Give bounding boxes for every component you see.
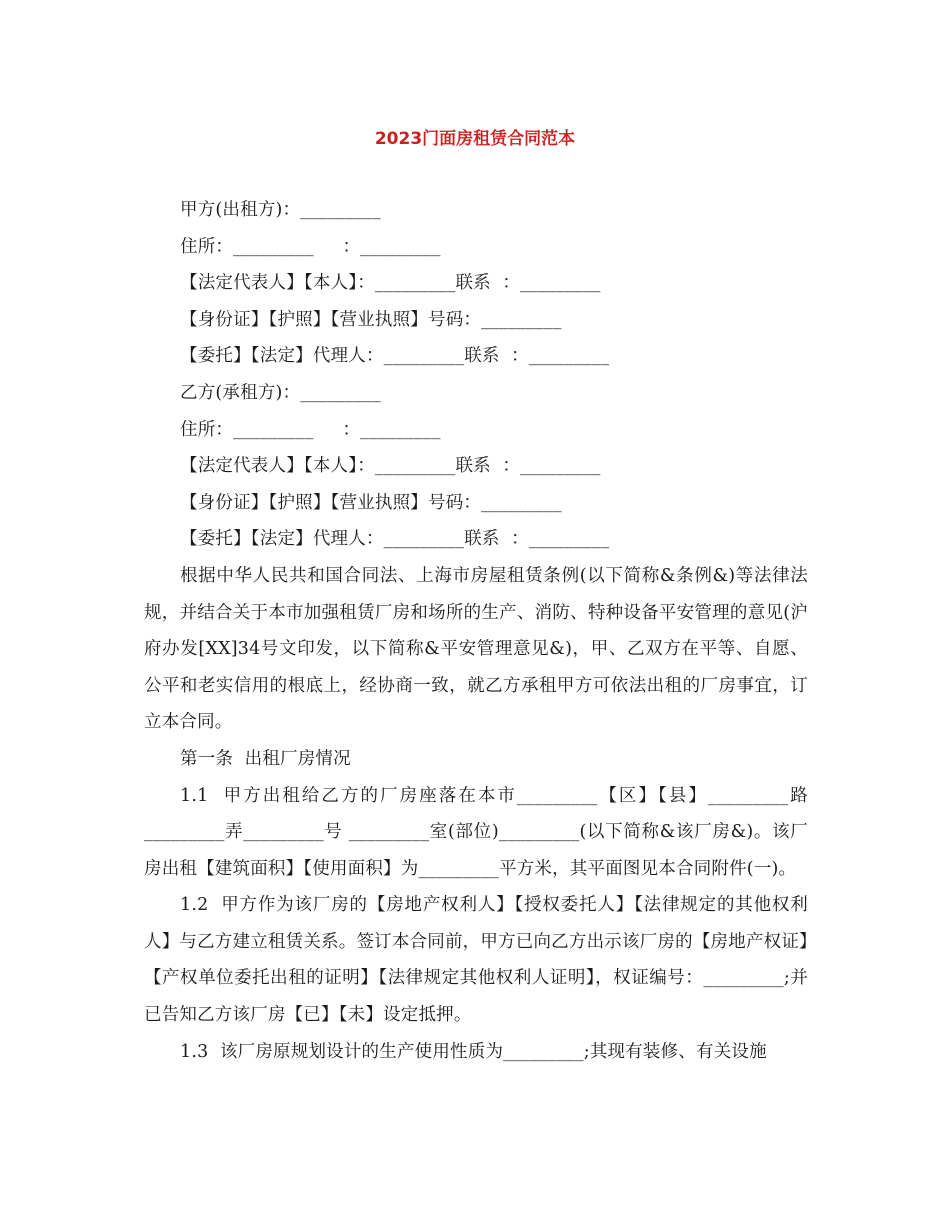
party-b-label: 乙方(承租方)：_________: [180, 382, 381, 403]
party-a-label: 甲方(出租方)：_________: [180, 200, 381, 220]
article-1-heading: 第一条 出租厂房情况: [180, 748, 351, 769]
party-b-id-number: 【身份证】【护照】【营业执照】号码：_________: [180, 492, 562, 513]
party-a-address: 住所：_________ ：_________: [180, 236, 441, 257]
clause-1-2: 1.2 甲方作为该厂房的【房地产权利人】【授权委托人】【法律规定的其他权利人】与乙方建立租赁关系。签订本合同前，甲方已向乙方出示该厂房的【房地产权证】【产权单位委托出租的证明】【法律规定其他权利人证明】，权证编号：_________;并已告知乙方该厂房【已】【未】设定抵押。: [144, 895, 808, 1026]
party-a-agent: 【委托】【法定】代理人：_________联系 ：_________: [180, 346, 610, 367]
party-b-agent: 【委托】【法定】代理人：_________联系 ：_________: [180, 529, 610, 550]
clause-1-1: 1.1 甲方出租给乙方的厂房座落在本市_________【区】【县】_________路_________弄_________号 _________室(部位)_________(以下简称&该厂房&)。该厂房出租【建筑面积】【使用面积】为_________平方米，其平面图见本合同附件(一)。: [144, 785, 808, 879]
party-a-id-number: 【身份证】【护照】【营业执照】号码：_________: [180, 309, 562, 330]
party-b-address: 住所：_________ ：_________: [180, 419, 441, 440]
document-title: 2023门面房租赁合同范本: [374, 129, 576, 149]
party-b-representative: 【法定代表人】【本人】：_________联系 ：_________: [180, 456, 601, 477]
document-body: [144, 192, 808, 1070]
preamble-paragraph: 根据中华人民共和国合同法、上海市房屋租赁条例(以下简称&条例&)等法律法规，并结合关于本市加强租赁厂房和场所的生产、消防、特种设备平安管理的意见(沪府办发[XX]34号文印发，以下简称&平安管理意见&)，甲、乙双方在平等、自愿、公平和老实信用的根底上，经协商一致，就乙方承租甲方可依法出租的厂房事宜，订立本合同。: [144, 565, 808, 733]
clause-1-3: 1.3 该厂房原规划设计的生产使用性质为_________;其现有装修、有关设施: [180, 1041, 767, 1062]
party-a-representative: 【法定代表人】【本人】：_________联系 ：_________: [180, 273, 601, 294]
